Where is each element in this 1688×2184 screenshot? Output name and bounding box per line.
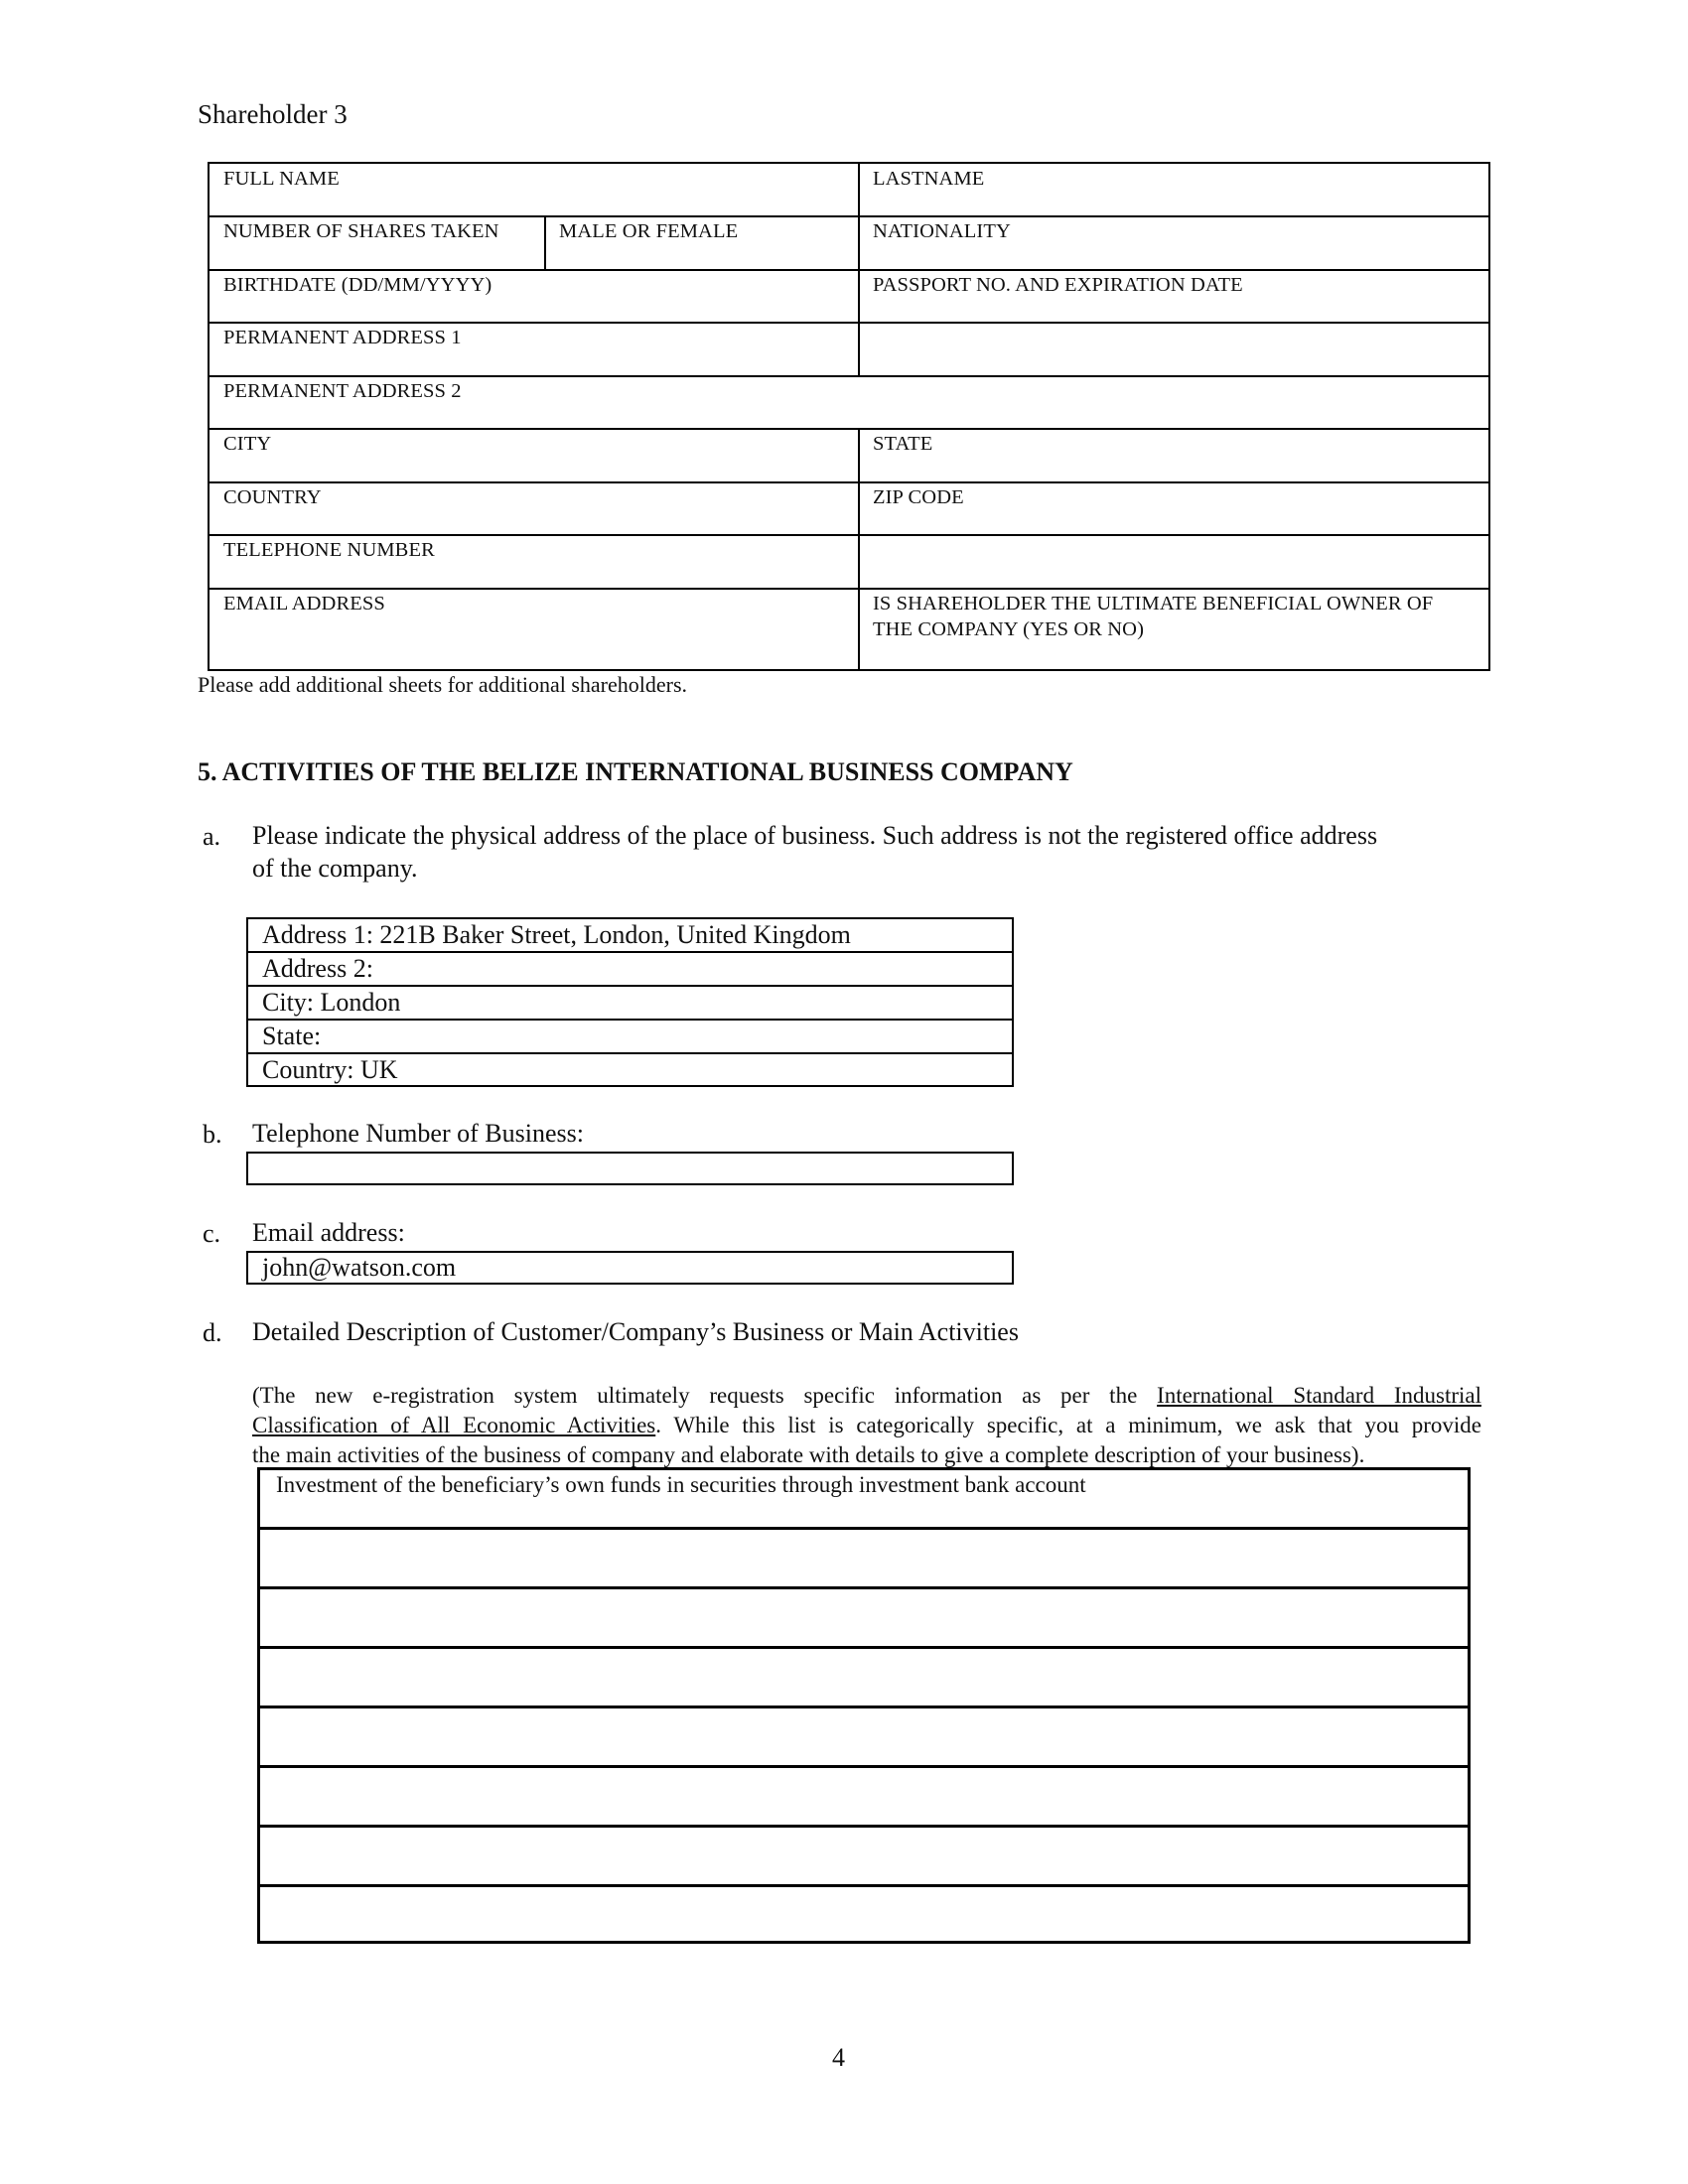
item-c-letter: c. <box>203 1219 221 1248</box>
item-b-letter: b. <box>203 1120 222 1149</box>
ubo-label-line1: IS SHAREHOLDER THE ULTIMATE BENEFICIAL OWNER OF <box>873 593 1434 614</box>
instructions-line3-text: the main activities of the business of company and elaborate with details to give a complete description of your business). <box>252 1442 1365 1467</box>
page-number: 4 <box>832 2043 845 2072</box>
item-a-line1: Please indicate the physical address of the place of business. Such address is not the registered office address <box>252 821 1378 850</box>
city-label: CITY <box>223 433 272 455</box>
telephone-label: TELEPHONE NUMBER <box>223 539 435 561</box>
item-d-letter: d. <box>203 1318 222 1347</box>
birthdate-label: BIRTHDATE (DD/MM/YYYY) <box>223 274 492 296</box>
description-label: Detailed Description of Customer/Company’s Business or Main Activities <box>252 1317 1019 1346</box>
country-field[interactable]: Country: UK <box>262 1055 398 1084</box>
address1-field[interactable]: Address 1: 221B Baker Street, London, United Kingdom <box>262 920 851 949</box>
instructions-line2-text: . While this list is categorically specific, at a minimum, we ask that you provide <box>655 1413 1482 1437</box>
section-heading: 5. ACTIVITIES OF THE BELIZE INTERNATIONAL BUSINESS COMPANY <box>198 757 1073 786</box>
shareholder-note: Please add additional sheets for additional shareholders. <box>198 672 688 697</box>
state-field[interactable]: State: <box>262 1022 322 1050</box>
state-label: STATE <box>873 433 933 455</box>
address2-field[interactable]: Address 2: <box>262 954 373 983</box>
address1-label: PERMANENT ADDRESS 1 <box>223 327 462 348</box>
address2-label: PERMANENT ADDRESS 2 <box>223 380 462 402</box>
telephone-business-label: Telephone Number of Business: <box>252 1119 584 1148</box>
isic-link-part1[interactable]: International Standard Industrial <box>1157 1383 1481 1408</box>
email-label: EMAIL ADDRESS <box>223 593 385 614</box>
email-address-field[interactable] <box>246 1251 1014 1285</box>
telephone-business-field[interactable] <box>246 1152 1014 1185</box>
shareholder-table <box>208 162 1490 671</box>
description-instructions <box>252 1381 1481 1470</box>
email-address-label: Email address: <box>252 1218 405 1247</box>
city-field[interactable]: City: London <box>262 988 401 1017</box>
email-address-value: john@watson.com <box>262 1253 457 1282</box>
zip-label: ZIP CODE <box>873 486 964 508</box>
ubo-label-line2: THE COMPANY (YES OR NO) <box>873 618 1144 640</box>
description-row-1[interactable]: Investment of the beneficiary’s own funds in securities through investment bank account <box>276 1472 1086 1497</box>
item-a-line2: of the company. <box>252 854 418 883</box>
instructions-line1-text: (The new e-registration system ultimately requests specific information as per the <box>252 1383 1158 1408</box>
country-label: COUNTRY <box>223 486 322 508</box>
nationality-label: NATIONALITY <box>873 220 1011 242</box>
gender-label: MALE OR FEMALE <box>559 220 739 242</box>
description-table <box>257 1467 1471 1944</box>
isic-link-part2[interactable]: Classification of All Economic Activities <box>252 1413 656 1437</box>
business-address-table <box>246 917 1014 1087</box>
lastname-label: LASTNAME <box>873 168 985 190</box>
shares-label: NUMBER OF SHARES TAKEN <box>223 220 499 242</box>
item-a-letter: a. <box>203 822 221 851</box>
full-name-label: FULL NAME <box>223 168 340 190</box>
passport-label: PASSPORT NO. AND EXPIRATION DATE <box>873 274 1243 296</box>
shareholder-title: Shareholder 3 <box>198 99 348 129</box>
